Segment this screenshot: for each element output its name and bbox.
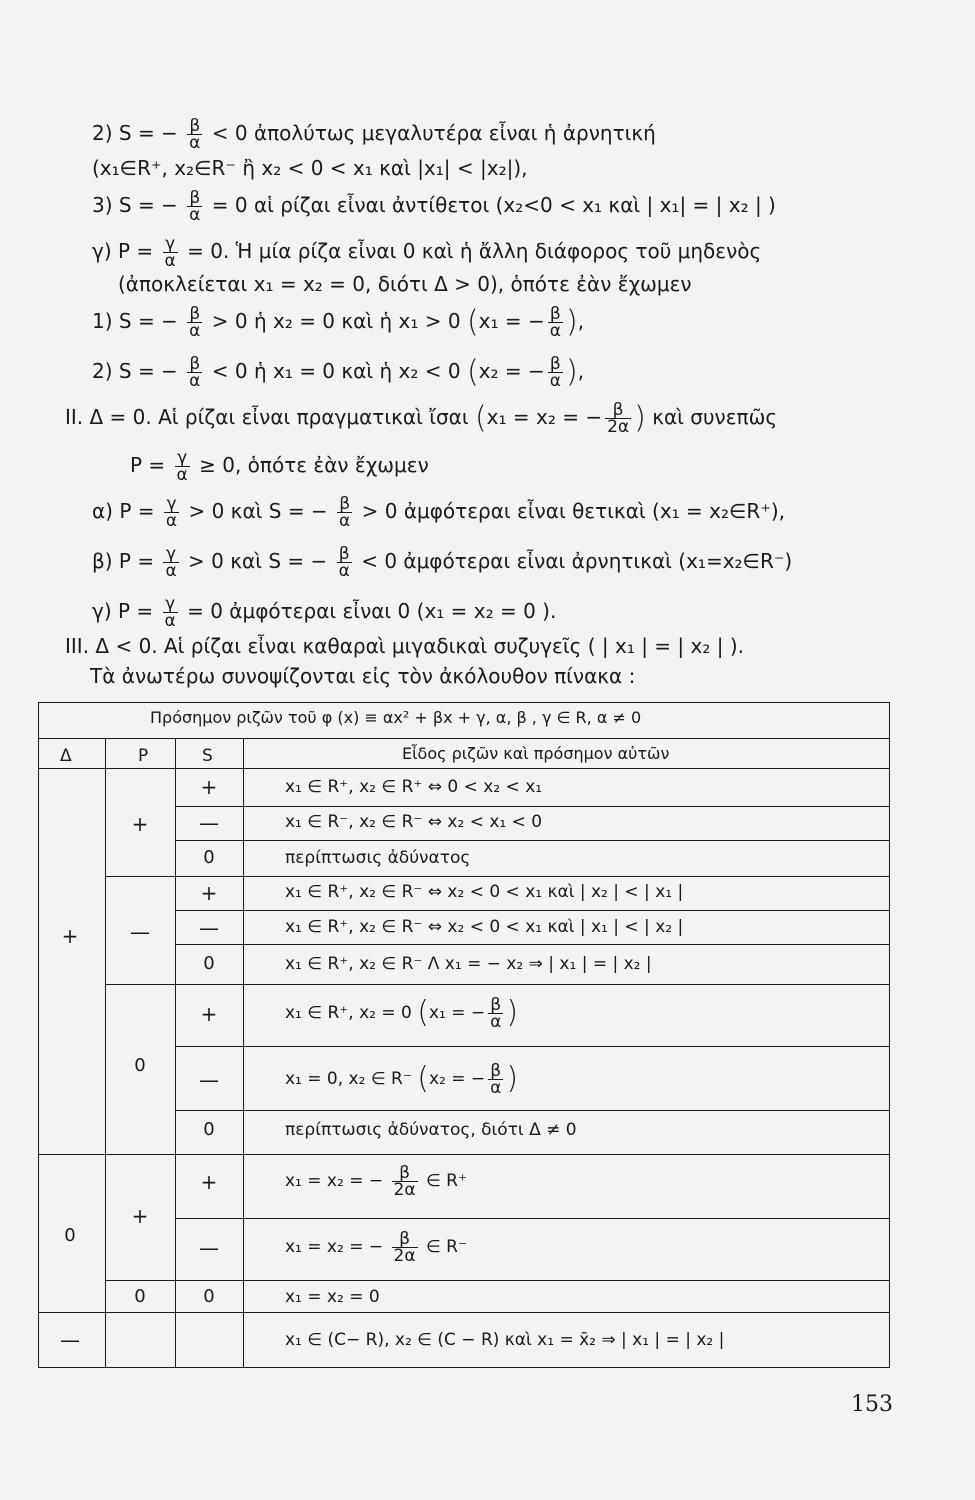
rule-under-title xyxy=(38,738,890,739)
paren-open: ( xyxy=(417,995,429,1030)
numerator: β xyxy=(488,997,503,1014)
rule-under-header xyxy=(38,768,890,769)
fraction xyxy=(488,1060,503,1098)
text-part: < 0 ἡ x₁ = 0 καὶ ἡ x₂ < 0 xyxy=(211,359,461,383)
denominator: 2α xyxy=(393,1245,416,1266)
text-part: 2) S = − xyxy=(92,121,178,145)
fraction xyxy=(548,306,563,339)
line-case-II-delta-zero xyxy=(65,402,777,435)
text-part: ∈ R⁻ xyxy=(425,1237,467,1257)
denominator: α xyxy=(338,561,350,581)
denominator: α xyxy=(165,561,177,581)
text-part: x₁ = − xyxy=(428,1003,486,1023)
line-case-2-negative-sum xyxy=(92,118,656,151)
denominator: α xyxy=(164,611,176,631)
denominator: α xyxy=(549,371,561,391)
header-s: S xyxy=(202,746,213,766)
denominator: α xyxy=(164,251,176,271)
fraction xyxy=(187,118,202,151)
text-part: γ) P = xyxy=(92,239,154,263)
rule-col-s-kind xyxy=(243,738,244,1367)
denominator: α xyxy=(176,465,188,485)
p-minus: — xyxy=(130,920,150,944)
denominator: α xyxy=(549,321,561,341)
text-part: > 0 ἀμφότεραι εἶναι θετικαὶ (x₁ = x₂∈R⁺), xyxy=(361,499,786,523)
kind-row: περίπτωσις ἀδύνατος xyxy=(285,848,471,868)
s-plus: + xyxy=(200,1170,218,1194)
fraction xyxy=(187,306,202,339)
fraction xyxy=(392,1162,418,1200)
s-minus: — xyxy=(199,1236,219,1260)
numerator: β xyxy=(548,306,563,323)
s-minus: — xyxy=(199,811,219,835)
text-part: P = xyxy=(130,453,166,477)
table-border-right xyxy=(889,702,890,1368)
numerator: γ xyxy=(164,496,179,513)
numerator: β xyxy=(392,1165,418,1182)
paren-close: ) xyxy=(506,995,519,1030)
s-minus: — xyxy=(199,916,219,940)
numerator: β xyxy=(605,402,631,419)
paren-close: ) xyxy=(506,1061,519,1096)
fraction xyxy=(605,402,631,435)
rule-col-p-s xyxy=(175,738,176,1367)
rule-row xyxy=(175,806,890,807)
line-case-3-zero-sum xyxy=(92,190,776,223)
paren-open: ( xyxy=(466,304,479,340)
fraction xyxy=(164,496,179,529)
text-part: α) P = xyxy=(92,499,155,523)
paren-open: ( xyxy=(466,354,479,390)
delta-zero: 0 xyxy=(64,1225,76,1246)
kind-row: x₁ ∈ R⁻, x₂ ∈ R⁻ ⇔ x₂ < x₁ < 0 xyxy=(285,812,543,832)
denominator: α xyxy=(189,321,201,341)
rule-row xyxy=(175,1046,890,1047)
text-part: x₁ = − xyxy=(478,309,545,333)
table-title: Πρόσημον ριζῶν τοῦ φ (x) ≡ αx² + βx + γ, α, β , γ ∈ R, α ≠ 0 xyxy=(150,708,642,727)
text-part: < 0 ἀπολύτως μεγαλυτέρα εἶναι ἡ ἀρνητική xyxy=(211,121,656,145)
paren-open: ( xyxy=(417,1061,429,1096)
rule-row xyxy=(175,1218,890,1219)
text-part: β) P = xyxy=(92,549,155,573)
header-delta: Δ xyxy=(60,746,72,766)
p-zero: 0 xyxy=(134,1055,146,1076)
text-part: 1) S = − xyxy=(92,309,178,333)
text-part: , xyxy=(577,359,585,383)
fraction xyxy=(488,994,503,1032)
text-part: καὶ συνεπῶς xyxy=(652,405,778,429)
denominator: 2α xyxy=(393,1179,416,1200)
fraction xyxy=(163,546,178,579)
numerator: β xyxy=(187,356,202,373)
rule-row xyxy=(175,840,890,841)
line-signs-2: (x₁∈R⁺, x₂∈R⁻ ἢ x₂ < 0 < x₁ καὶ |x₁| < |x₂|), xyxy=(92,156,528,180)
table-border-bottom xyxy=(38,1367,890,1368)
paren-close: ) xyxy=(565,304,578,340)
table-border-left xyxy=(38,702,39,1368)
line-subcase-alpha xyxy=(92,496,785,529)
line-summary-intro: Τὰ ἀνωτέρω συνοψίζονται εἰς τὸν ἀκόλουθον πίνακα : xyxy=(90,664,636,688)
numerator: β xyxy=(488,1063,503,1080)
fraction xyxy=(175,450,190,483)
kind-row xyxy=(285,996,518,1030)
paren-close: ) xyxy=(634,400,646,436)
s-zero: 0 xyxy=(203,953,215,974)
kind-row: x₁ ∈ R⁺, x₂ ∈ R⁺ ⇔ 0 < x₂ < x₁ xyxy=(285,777,543,797)
kind-row: x₁ ∈ R⁺, x₂ ∈ R⁻ ⇔ x₂ < 0 < x₁ καὶ | x₁ | < | x₂ | xyxy=(285,917,684,937)
denominator: α xyxy=(339,511,351,531)
s-zero: 0 xyxy=(203,1286,215,1307)
fraction xyxy=(548,356,563,389)
denominator: α xyxy=(490,1077,502,1098)
delta-plus: + xyxy=(61,924,79,948)
p-plus: + xyxy=(131,1204,149,1228)
denominator: 2α xyxy=(607,417,630,437)
kind-row xyxy=(285,1230,467,1264)
denominator: α xyxy=(189,133,201,153)
delta-minus: — xyxy=(60,1328,80,1352)
fraction xyxy=(187,356,202,389)
denominator: α xyxy=(165,511,178,531)
text-part: 2) S = − xyxy=(92,359,178,383)
text-part: > 0 ἡ x₂ = 0 καὶ ἡ x₁ > 0 xyxy=(211,309,461,333)
rule-group xyxy=(105,984,890,985)
numerator: β xyxy=(392,1231,418,1248)
kind-row xyxy=(285,1164,467,1198)
numerator: β xyxy=(548,356,563,373)
rule-row xyxy=(175,910,890,911)
numerator: γ xyxy=(163,236,178,253)
text-part: < 0 ἀμφότεραι εἶναι ἀρνητικαὶ (x₁=x₂∈R⁻) xyxy=(361,549,793,573)
s-zero: 0 xyxy=(203,1119,215,1140)
kind-row: x₁ ∈ R⁺, x₂ ∈ R⁻ Λ x₁ = − x₂ ⇒ | x₁ | = | x₂ | xyxy=(285,954,652,974)
header-p: P xyxy=(138,746,149,766)
text-part: = 0 ἀμφότεραι εἶναι 0 (x₁ = x₂ = 0 ). xyxy=(187,599,557,623)
line-excluded: (ἀποκλείεται x₁ = x₂ = 0, διότι Δ > 0), ὁπότε ἐὰν ἔχωμεν xyxy=(118,272,692,296)
text-part: > 0 καὶ S = − xyxy=(188,499,328,523)
text-part: , xyxy=(577,309,585,333)
numerator: γ xyxy=(163,596,178,613)
s-plus: + xyxy=(200,1002,218,1026)
s-minus: — xyxy=(199,1068,219,1092)
text-part: = 0 αἱ ρίζαι εἶναι ἀντίθετοι (x₂<0 < x₁ καὶ | x₁| = | x₂ | ) xyxy=(211,193,776,217)
denominator: α xyxy=(189,205,201,225)
text-part: = 0. Ἡ μία ρίζα εἶναι 0 καὶ ἡ ἄλλη διάφορος τοῦ μηδενὸς xyxy=(187,239,762,263)
page-number: 153 xyxy=(851,1392,893,1417)
rule-col-delta-p xyxy=(105,738,106,1367)
numerator: β xyxy=(337,496,352,513)
table-border-top xyxy=(38,702,890,703)
text-part: x₂ = − xyxy=(478,359,545,383)
text-part: > 0 καὶ S = − xyxy=(188,549,328,573)
kind-row: περίπτωσις ἀδύνατος, διότι Δ ≠ 0 xyxy=(285,1120,577,1140)
text-part: x₁ = 0, x₂ ∈ R⁻ xyxy=(285,1069,412,1089)
text-part: ∈ R⁺ xyxy=(425,1171,467,1191)
line-case-gamma-zero-product xyxy=(92,236,761,269)
line-subcase-gamma xyxy=(92,596,556,629)
denominator: α xyxy=(189,371,201,391)
line-subcase-1 xyxy=(92,306,584,339)
kind-row: x₁ = x₂ = 0 xyxy=(285,1287,380,1307)
numerator: γ xyxy=(163,546,178,563)
numerator: β xyxy=(337,546,352,563)
paren-open: ( xyxy=(474,400,487,436)
rule-group xyxy=(105,1280,890,1281)
numerator: γ xyxy=(175,450,190,467)
numerator: β xyxy=(187,306,202,323)
line-subcase-beta xyxy=(92,546,792,579)
line-case-III-delta-negative: III. Δ < 0. Αἱ ρίζαι εἶναι καθαραὶ μιγαδικαὶ συζυγεῖς ( | x₁ | = | x₂ | ). xyxy=(65,634,744,658)
text-part: 3) S = − xyxy=(92,193,178,217)
p-plus: + xyxy=(131,812,149,836)
s-plus: + xyxy=(200,775,218,799)
numerator: β xyxy=(187,118,202,135)
fraction xyxy=(163,236,178,269)
rule-group xyxy=(105,876,890,877)
p-zero: 0 xyxy=(134,1286,146,1307)
text-part: x₁ = x₂ = − xyxy=(285,1171,384,1191)
s-zero: 0 xyxy=(203,847,215,868)
text-part: x₁ = x₂ = − xyxy=(486,405,603,429)
s-plus: + xyxy=(200,881,218,905)
paren-close: ) xyxy=(565,354,578,390)
fraction xyxy=(337,546,352,579)
header-kind: Εἶδος ριζῶν καὶ πρόσημον αὐτῶν xyxy=(402,744,670,763)
text-part: x₁ = x₂ = − xyxy=(285,1237,384,1257)
fraction xyxy=(337,496,352,529)
fraction xyxy=(392,1228,418,1266)
text-part: ≥ 0, ὁπότε ἐὰν ἔχωμεν xyxy=(199,453,429,477)
rule-row xyxy=(175,944,890,945)
line-product-nonnegative xyxy=(130,450,429,483)
fraction xyxy=(187,190,202,223)
rule-delta-group xyxy=(38,1154,890,1155)
text-part: II. Δ = 0. Αἱ ρίζαι εἶναι πραγματικαὶ ἴσαι xyxy=(65,405,469,429)
numerator: β xyxy=(187,190,202,207)
line-subcase-2 xyxy=(92,356,584,389)
kind-row: x₁ ∈ R⁺, x₂ ∈ R⁻ ⇔ x₂ < 0 < x₁ καὶ | x₂ | < | x₁ | xyxy=(285,882,684,902)
denominator: α xyxy=(490,1011,502,1032)
text-part: x₂ = − xyxy=(428,1069,486,1089)
rule-row xyxy=(175,1110,890,1111)
kind-row: x₁ ∈ (C− R), x₂ ∈ (C − R) καὶ x₁ = x̄₂ ⇒ | x₁ | = | x₂ | xyxy=(285,1330,725,1350)
fraction xyxy=(163,596,178,629)
kind-row xyxy=(285,1062,518,1096)
text-part: x₁ ∈ R⁺, x₂ = 0 xyxy=(285,1003,412,1023)
text-part: γ) P = xyxy=(92,599,154,623)
rule-delta-group xyxy=(38,1312,890,1313)
